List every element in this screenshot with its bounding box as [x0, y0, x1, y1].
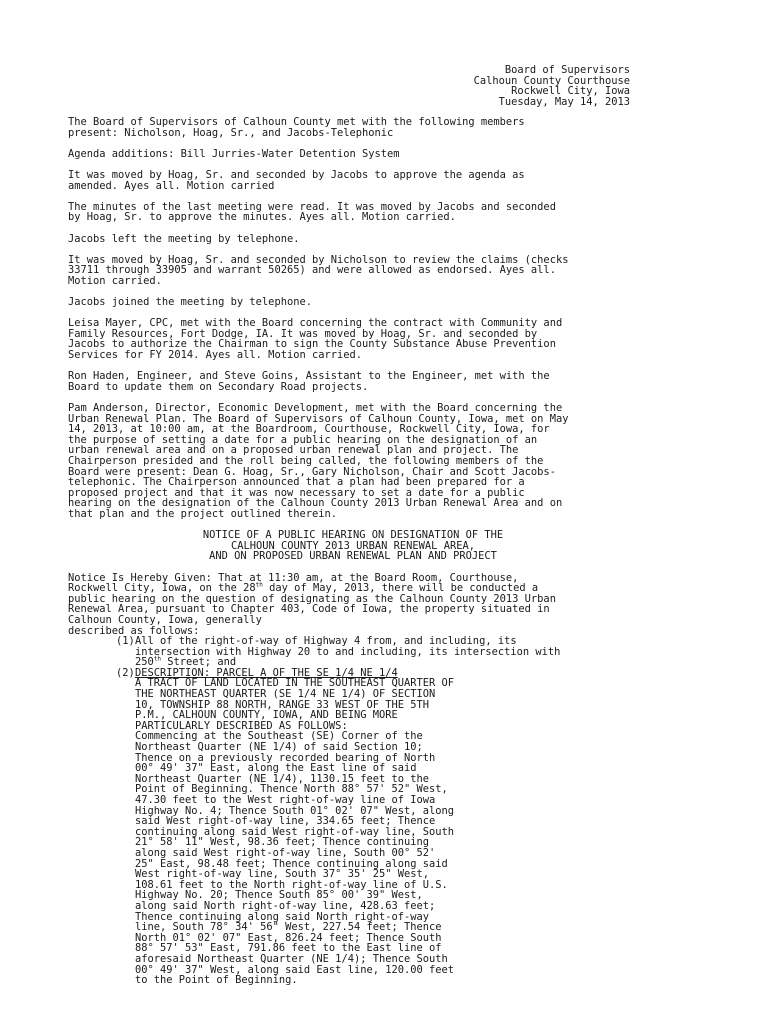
header-date-line: Tuesday, May 14, 2013 [498, 95, 630, 108]
list-item [116, 668, 638, 986]
paragraph-secondary-roads: Ron Haden, Engineer, and Steve Goins, Assistant to the Engineer, met with the Board to update them on Secondary Road projects. [68, 370, 550, 393]
item-1-text-a: All of the right-of-way of Highway 4 from, and including, its intersection with Highway 20 to and including, its intersection with 250 [135, 635, 561, 669]
notice-line-2-pre: Rockwell City, Iowa, on the 28 [68, 582, 256, 595]
document-header [474, 65, 630, 107]
parcel-description-text: A TRACT OF LAND LOCATED IN THE SOUTHEAST QUARTER OF THE NORTHEAST QUARTER (SE 1/4 NE 1/4) OF SECTION 10, TOWNSHIP 88 NORTH, RANGE 33 WEST OF THE 5TH P.M., CALHOUN COUNTY, IOWA, AND BEING MORE PARTICULARLY DESCRIBED AS FOLLOWS: Commencing at the Southeast (SE) Corner of the Northeast Quarter (NE 1/4) of said Section 10; Thence on a previously recorded bearing of North 00° 49' 37" East, along the East line of said Northeast Quarter (NE 1/4), 1130.15 feet to the Point of Beginning. Thence North 88° 57' 52" West, 47.30 feet to the West right-of-way line of Iowa Highway No. 4; Thence South 01° 02' 07" West, along said West right-of-way line, 334.65 feet; Thence continuing along said West right-of-way line, South 21° 58' 11" West, 98.36 feet; Thence continuing along said West right-of-way line, South 00° 52' 25" East, 98.48 feet; Thence continuing along said West right-of-way line, South 37° 35' 25" West, 108.61 feet to the North right-of-way line of U.S. Highway No. 20; Thence South 85° 00' 39" West, along said North right-of-way line, 428.63 feet; Thence continuing along said North right-of-way line, South 78° 34' 56" West, 227.54 feet; Thence North 01° 02' 07" East, 826.24 feet; Thence South 88° 57' 53" East, 791.86 feet to the East line of aforesaid Northeast Quarter (NE 1/4); Thence South 00° 49' 37" West, along said East line, 120.00 feet to the Point of Beginning. [135, 677, 455, 987]
list-item-number: (1) [116, 635, 135, 648]
item-1-ordinal-suffix: th [153, 655, 162, 663]
list-item-text [135, 668, 454, 986]
paragraph-jacobs-joined: Jacobs joined the meeting by telephone. [68, 296, 312, 309]
paragraph-substance-abuse-contract: Leisa Mayer, CPC, met with the Board concerning the contract with Community and Family Resources, Fort Dodge, IA. It was moved by Hoag, Sr. and seconded by Jacobs to authorize the Chairman to sign the County Substance Abuse Prevention Services for FY 2014. Ayes all. Motion carried. [68, 317, 563, 362]
header-city-line: Rockwell City, Iowa [511, 85, 630, 98]
paragraph-members-present: The Board of Supervisors of Calhoun County met with the following members present: Nicholson, Hoag, Sr., and Jacobs-Telephonic [68, 116, 525, 139]
notice-line-2-post: day of May, 2013, there will be conducted a [262, 582, 539, 595]
paragraph-jacobs-left: Jacobs left the meeting by telephone. [68, 232, 300, 245]
header-board-line: Board of Supervisors [504, 64, 630, 76]
notice-text [68, 573, 638, 637]
paragraph-claims-motion: It was moved by Hoag, Sr. and seconded by Nicholson to review the claims (checks 33711 through 33905 and warrant 50265) and were allowed as endorsed. Ayes all. Motion carried. [68, 253, 569, 287]
paragraph-agenda-motion: It was moved by Hoag, Sr. and seconded by Jacobs to approve the agenda as amended. Ayes all. Motion carried [68, 168, 525, 192]
paragraph-urban-renewal: Pam Anderson, Director, Economic Development, met with the Board concerning the Urban Renewal Plan. The Board of Supervisors of Calhoun County, Iowa, met on May 14, 2013, at 10:00 am, at the Boardroom, Courthouse, Rockwell City, Iowa, for the purpose of setting a date for a public hearing on the designation of an urban renewal area and on a proposed urban renewal plan and project. The Chairperson presided and the roll being called, the following members of the Board were present: Dean G. Hoag, Sr., Gary Nicholson, Chair and Scott Jacobs- telephonic. The Chairperson announced that a plan had been prepared for a proposed project and that it was now necessary to set a date for a public hearing on the designation of the Calhoun County 2013 Urban Renewal Area and on that plan and the project outlined therein. [68, 402, 569, 520]
list-item [116, 636, 638, 668]
list-item-text [135, 636, 560, 668]
list-item-number: (2) [116, 666, 135, 679]
notice-ordinal-suffix: th [255, 581, 263, 589]
notice-title: NOTICE OF A PUBLIC HEARING ON DESIGNATION OF THE CALHOUN COUNTY 2013 URBAN RENEWAL AREA, AND ON PROPOSED URBAN RENEWAL PLAN AND PROJECT [202, 529, 504, 563]
paragraph-agenda-additions: Agenda additions: Bill Jurries-Water Detention System [68, 147, 400, 160]
paragraph-minutes-motion: The minutes of the last meeting were read. It was moved by Jacobs and seconded by Hoag, Sr. to approve the minutes. Ayes all. Motion carried. [68, 200, 556, 224]
item-1-text-b: Street; and [161, 656, 237, 669]
notice-rest: public hearing on the question of designating as the Calhoun County 2013 Urban Renewal Area, pursuant to Chapter 403, Code of Iowa, the property situated in Calhoun County, Iowa, generally described as follows: [68, 592, 556, 637]
document-body [68, 117, 638, 986]
header-courthouse-line: Calhoun County Courthouse [473, 74, 630, 87]
parcel-description-heading: DESCRIPTION: PARCEL A OF THE SE 1/4 NE 1/4 [135, 666, 398, 679]
notice-line-1: Notice Is Hereby Given: That at 11:30 am, at the Board Room, Courthouse, [68, 571, 519, 584]
